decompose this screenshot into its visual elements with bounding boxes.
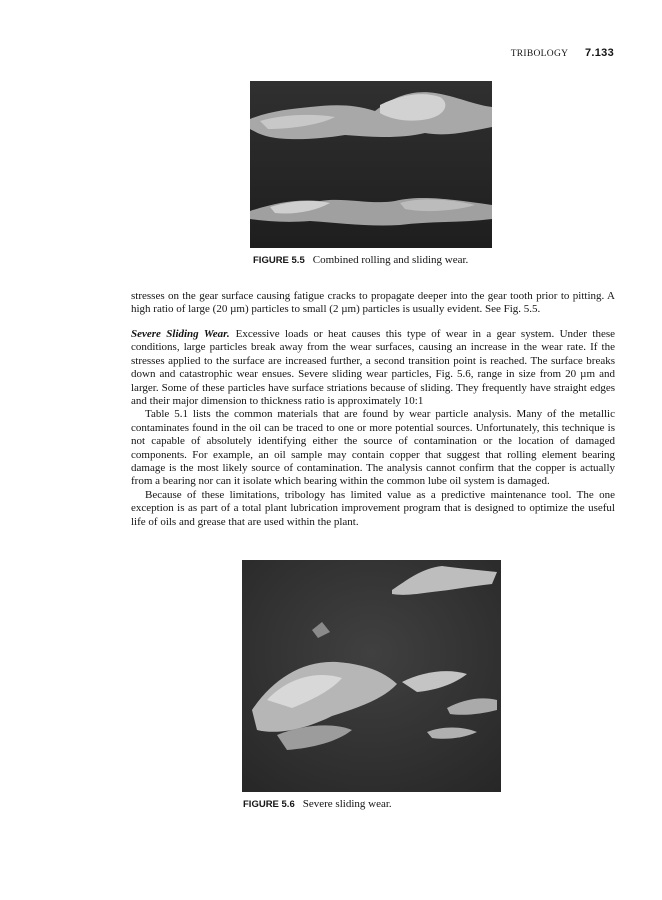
figure-5-5-caption-text: Combined rolling and sliding wear.: [312, 254, 469, 266]
figure-5-5-label: FIGURE 5.5: [253, 255, 305, 266]
figure-5-6-caption-text: Severe sliding wear.: [302, 798, 392, 810]
severe-sliding-wear-text: Excessive loads or heat causes this type of wear in a gear system. Under these conditions, large particles break away from the wear surfaces, causing an increase in the wear rate. If the stresses applied to the surface are increased further, a second transition point is reached. The surface breaks down and catastrophic wear ensues. Severe sliding wear particles, Fig. 5.6, range in size from 20 µm and larger. Some of these particles have surface striations because of sliding. They frequently have straight edges and their major dimension to thickness ratio is approximately 10:1: [131, 328, 616, 408]
figure-5-6-label: FIGURE 5.6: [243, 799, 295, 810]
page-number: 7.133: [584, 47, 614, 59]
limitations-paragraph: Because of these limitations, tribology has limited value as a predictive maintenance tool. The one exception is as part of a total plant lubrication improvement program that is designed to optimize the useful life of oils and grease that are used within the plant.: [131, 488, 615, 528]
page-header: [511, 47, 614, 59]
severe-sliding-wear-paragraph: [131, 328, 615, 408]
figure-5-5-micrograph: [250, 81, 492, 248]
figure-5-6-caption: [243, 798, 392, 810]
continuation-paragraph: stresses on the gear surface causing fatigue cracks to propagate deeper into the gear tooth prior to pitting. A high ratio of large (20 µm) particles to small (2 µm) particles is usually evident. See Fig. 5.5.: [131, 290, 615, 316]
severe-sliding-wear-heading: Severe Sliding Wear.: [131, 328, 230, 340]
body-section-severe-sliding-wear: [131, 328, 615, 529]
figure-5-5-caption: [253, 254, 468, 266]
section-title: TRIBOLOGY: [510, 49, 569, 59]
figure-5-6-micrograph: [242, 560, 501, 792]
table-reference-paragraph: Table 5.1 lists the common materials that are found by wear particle analysis. Many of the metallic contaminates found in the oil can be traced to one or more potential sources. Unfortunately, this technique is not capable of absolutely identifying either the source of contamination or the location of damaged components. For example, an oil sample may contain copper that suggest that rolling element bearing damage is the most likely source of contamination. The analysis cannot confirm that the copper is actually from a bearing nor can it isolate which bearing within the common lube oil system is damaged.: [131, 408, 615, 488]
body-paragraph-continuation: [131, 290, 615, 317]
